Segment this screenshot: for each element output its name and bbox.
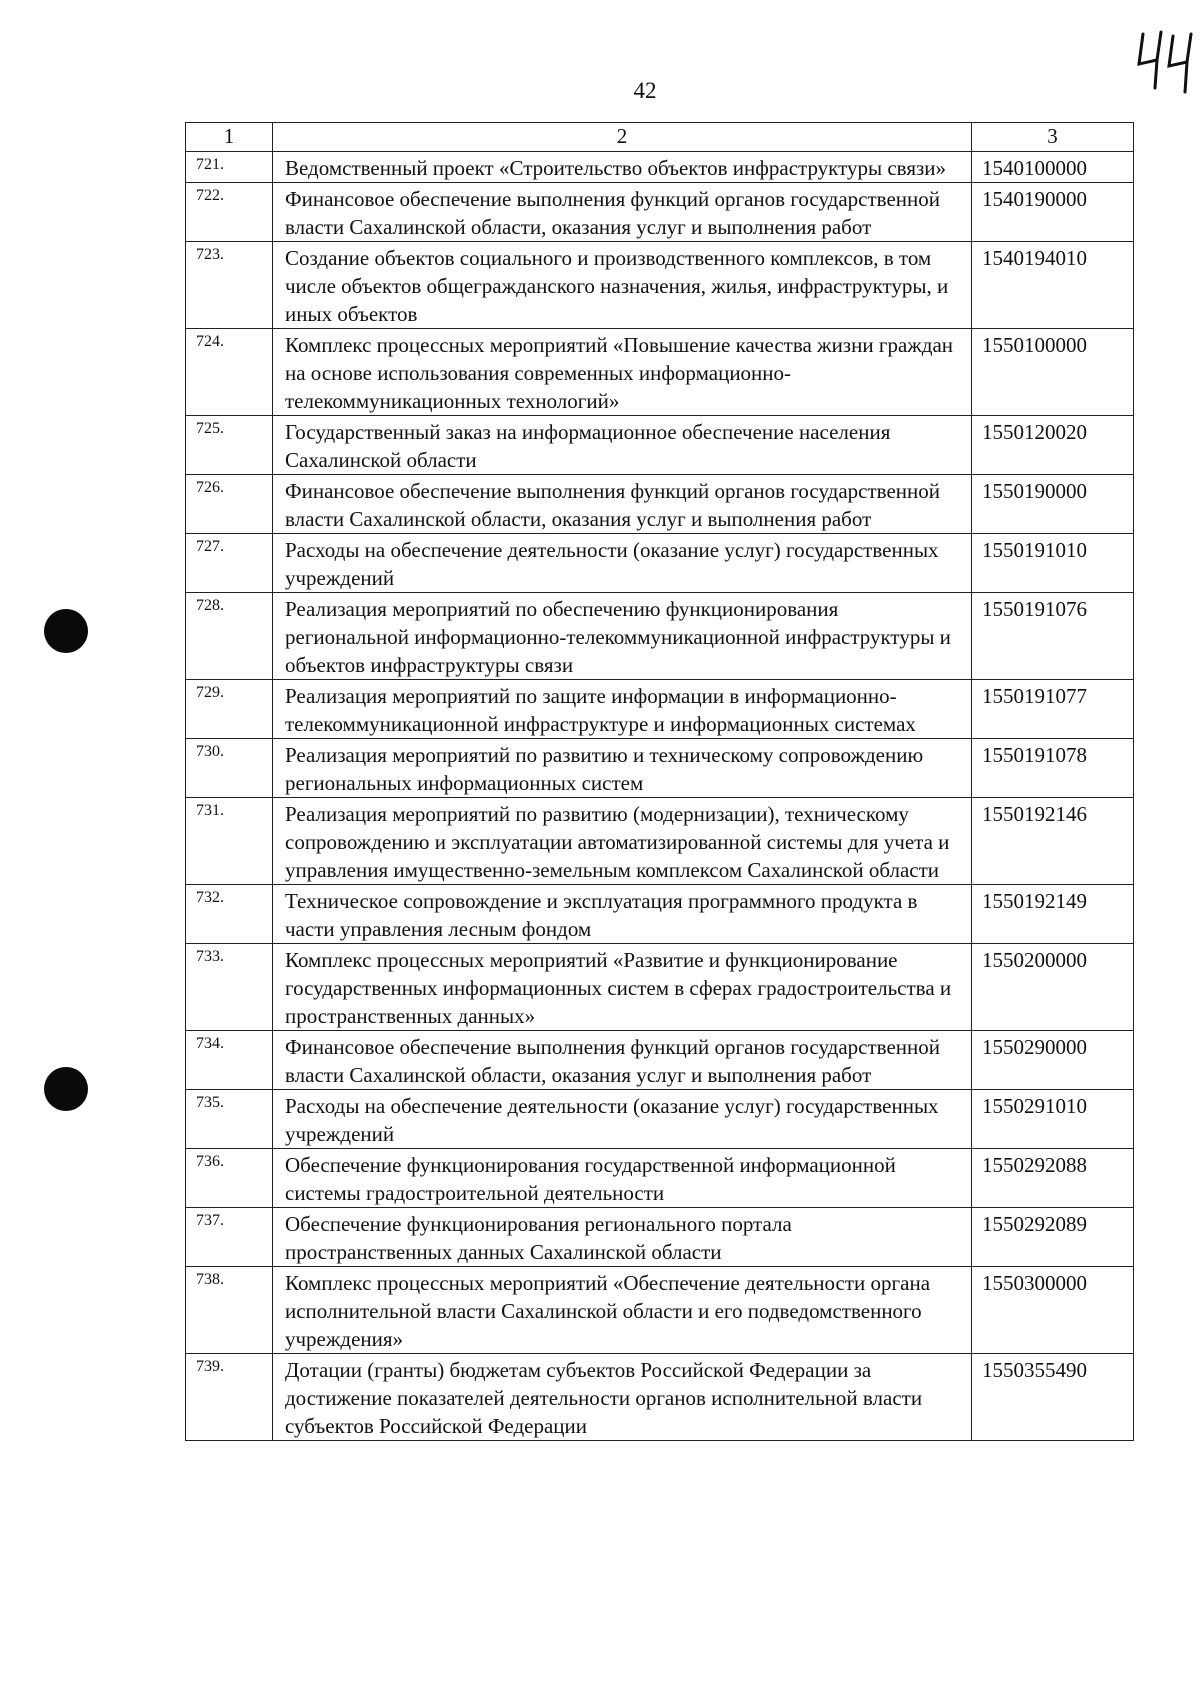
row-number: 734. [186, 1031, 273, 1090]
table-row [186, 1267, 1134, 1354]
row-number: 736. [186, 1149, 273, 1208]
row-name: Финансовое обеспечение выполнения функций органов государственной власти Сахалинской области, оказания услуг и выполнения работ [273, 183, 972, 242]
row-code: 1550292089 [972, 1208, 1134, 1267]
row-code: 1550300000 [972, 1267, 1134, 1354]
row-number: 729. [186, 680, 273, 739]
table-row [186, 944, 1134, 1031]
row-code: 1550191010 [972, 534, 1134, 593]
row-number: 725. [186, 416, 273, 475]
handwritten-page-mark [1135, 26, 1195, 96]
row-code: 1550190000 [972, 475, 1134, 534]
row-name: Государственный заказ на информационное обеспечение населения Сахалинской области [273, 416, 972, 475]
row-name: Реализация мероприятий по защите информации в информационно-телекоммуникационной инфраструктуре и информационных системах [273, 680, 972, 739]
row-name: Финансовое обеспечение выполнения функций органов государственной власти Сахалинской области, оказания услуг и выполнения работ [273, 1031, 972, 1090]
table-row [186, 1031, 1134, 1090]
row-name: Обеспечение функционирования регионального портала пространственных данных Сахалинской области [273, 1208, 972, 1267]
table-row [186, 329, 1134, 416]
row-number: 730. [186, 739, 273, 798]
row-code: 1550355490 [972, 1354, 1134, 1441]
row-code: 1550192146 [972, 798, 1134, 885]
row-name: Расходы на обеспечение деятельности (оказание услуг) государственных учреждений [273, 1090, 972, 1149]
row-code: 1550100000 [972, 329, 1134, 416]
table-body [186, 152, 1134, 1441]
table-row [186, 242, 1134, 329]
table-row [186, 475, 1134, 534]
row-code: 1550120020 [972, 416, 1134, 475]
row-name: Комплекс процессных мероприятий «Повышение качества жизни граждан на основе использования современных информационно-телекоммуникационных технологий» [273, 329, 972, 416]
row-name: Дотации (гранты) бюджетам субъектов Российской Федерации за достижение показателей деятельности органов исполнительной власти субъектов Российской Федерации [273, 1354, 972, 1441]
row-code: 1550191077 [972, 680, 1134, 739]
row-code: 1550290000 [972, 1031, 1134, 1090]
row-code: 1550191078 [972, 739, 1134, 798]
row-code: 1540194010 [972, 242, 1134, 329]
row-number: 721. [186, 152, 273, 183]
row-number: 739. [186, 1354, 273, 1441]
header-col-2: 2 [273, 123, 972, 152]
row-number: 728. [186, 593, 273, 680]
table-header-row [186, 123, 1134, 152]
table-row [186, 680, 1134, 739]
row-number: 737. [186, 1208, 273, 1267]
row-number: 722. [186, 183, 273, 242]
table-row [186, 1090, 1134, 1149]
row-name: Комплекс процессных мероприятий «Обеспечение деятельности органа исполнительной власти Сахалинской области и его подведомственного учреждения» [273, 1267, 972, 1354]
row-number: 733. [186, 944, 273, 1031]
row-number: 724. [186, 329, 273, 416]
row-name: Реализация мероприятий по обеспечению функционирования региональной информационно-телекоммуникационной инфраструктуры и объектов инфраструктуры связи [273, 593, 972, 680]
row-code: 1550191076 [972, 593, 1134, 680]
row-number: 727. [186, 534, 273, 593]
row-number: 731. [186, 798, 273, 885]
table-row [186, 183, 1134, 242]
table-row [186, 1208, 1134, 1267]
row-name: Ведомственный проект «Строительство объектов инфраструктуры связи» [273, 152, 972, 183]
row-code: 1540100000 [972, 152, 1134, 183]
table-row [186, 798, 1134, 885]
page-number: 42 [633, 78, 657, 103]
row-number: 735. [186, 1090, 273, 1149]
row-code: 1550200000 [972, 944, 1134, 1031]
row-code: 1540190000 [972, 183, 1134, 242]
table-row [186, 739, 1134, 798]
row-number: 732. [186, 885, 273, 944]
budget-code-table [185, 122, 1134, 1441]
row-name: Расходы на обеспечение деятельности (оказание услуг) государственных учреждений [273, 534, 972, 593]
row-code: 1550292088 [972, 1149, 1134, 1208]
punch-hole-bottom [44, 1067, 88, 1111]
row-number: 723. [186, 242, 273, 329]
header-col-1: 1 [186, 123, 273, 152]
table-row [186, 1354, 1134, 1441]
row-name: Комплекс процессных мероприятий «Развитие и функционирование государственных информационных систем в сферах градостроительства и пространственных данных» [273, 944, 972, 1031]
punch-hole-top [44, 609, 88, 653]
table-row [186, 593, 1134, 680]
row-code: 1550192149 [972, 885, 1134, 944]
table-row [186, 416, 1134, 475]
row-number: 738. [186, 1267, 273, 1354]
row-code: 1550291010 [972, 1090, 1134, 1149]
table-row [186, 152, 1134, 183]
table-row [186, 1149, 1134, 1208]
row-name: Обеспечение функционирования государственной информационной системы градостроительной деятельности [273, 1149, 972, 1208]
row-name: Реализация мероприятий по развитию и техническому сопровождению региональных информационных систем [273, 739, 972, 798]
row-name: Финансовое обеспечение выполнения функций органов государственной власти Сахалинской области, оказания услуг и выполнения работ [273, 475, 972, 534]
header-col-3: 3 [972, 123, 1134, 152]
table-row [186, 885, 1134, 944]
table-row [186, 534, 1134, 593]
row-name: Техническое сопровождение и эксплуатация программного продукта в части управления лесным фондом [273, 885, 972, 944]
row-name: Реализация мероприятий по развитию (модернизации), техническому сопровождению и эксплуатации автоматизированной системы для учета и управления имущественно-земельным комплексом Сахалинской области [273, 798, 972, 885]
row-name: Создание объектов социального и производственного комплексов, в том числе объектов общегражданского назначения, жилья, инфраструктуры, и иных объектов [273, 242, 972, 329]
row-number: 726. [186, 475, 273, 534]
